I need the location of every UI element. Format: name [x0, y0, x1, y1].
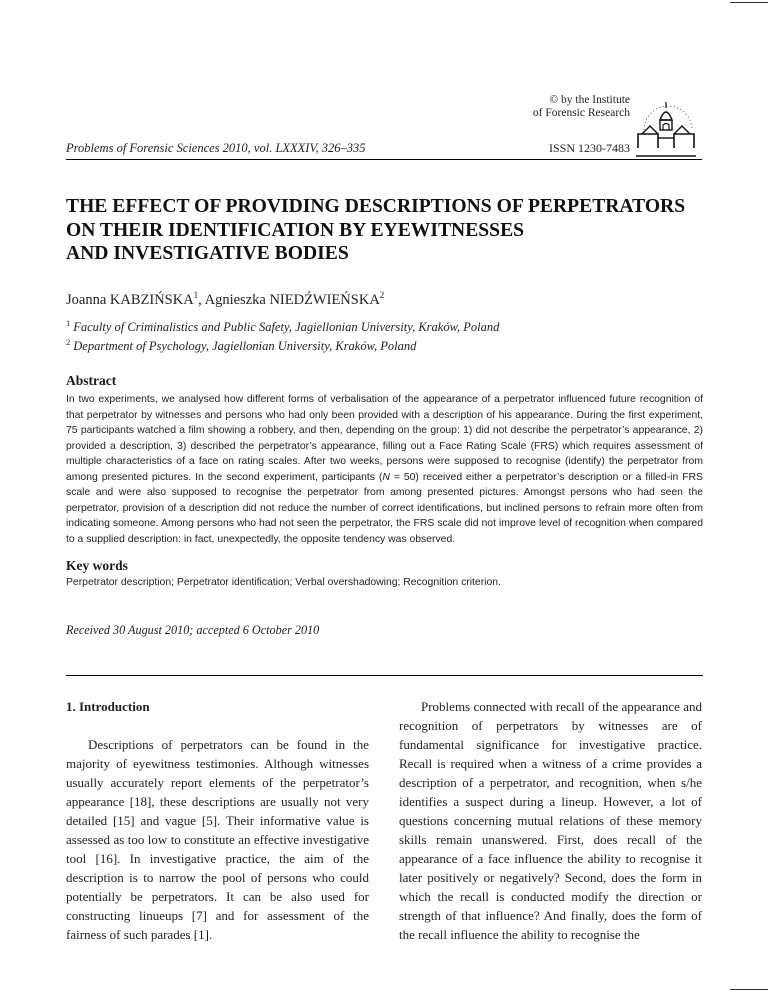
title-line: ON THEIR IDENTIFICATION BY EYEWITNESSES [66, 219, 525, 241]
body-paragraph: Problems connected with recall of the appearance and recognition of perpetrators by witnesses are of fundamental significance for investigative practice. Recall is required when a witness of a crime provides a description of a perpetrator, and recognition, when s/he identifies a suspect during a lineup. However, a lot of questions concerning mutual relations of these memory skills remain unanswered. First, does recall of the appearance of a face influence the ability to recognise it later positively or negatively? Second, does the form in which the recall is conducted modify the direction or strength of that influence? And finally, does the form of the recall influence the ability to recognise the [399, 699, 702, 942]
copyright-notice [533, 94, 630, 120]
abstract-n-symbol: N [382, 471, 390, 483]
author-affiliation-marker: 1 [193, 290, 199, 300]
title-line: AND INVESTIGATIVE BODIES [66, 243, 349, 264]
author-name: Agnieszka NIEDŹWIEŃSKA [204, 291, 380, 308]
author-list [66, 290, 384, 309]
issn-number: ISSN 1230-7483 [548, 141, 630, 155]
crop-mark-bottom [730, 989, 768, 990]
keywords-text: Perpetrator description; Perpetrator identification; Verbal overshadowing; Recognition criterion. [66, 577, 501, 588]
abstract-body [66, 392, 703, 547]
crop-mark-top [730, 2, 768, 3]
affiliations [66, 316, 499, 354]
affiliation-text: Department of Psychology, Jagiellonian University, Kraków, Poland [73, 339, 417, 354]
abstract-text: = 50) received either a perpetrator’s description or a filled-in FRS scale and were also supposed to recognise the perpetrator from among presented pictures. Amongst persons who had seen the perpetrator, provision of a description did not reduce the number of correct identifications, but inclined persons to refrain more often from indicating someone. Among persons who had not seen the perpetrator, the FRS scale did not improve level of recognition when compared to a supplied description: in fact, unexpectedly, the opposite tendency was observed. [66, 471, 703, 545]
author-affiliation-marker: 2 [379, 290, 385, 300]
keywords-heading: Key words [66, 558, 128, 573]
abstract-text: In two experiments, we analysed how different forms of verbalisation of the appearance of a perpetrator influenced future recognition of that perpetrator by witnesses and persons who had only been provided with a description of his appearance. During the first experiment, 75 participants watched a film showing a robbery, and then, depending on the group: 1) did not describe the perpetrator’s appearance, 2) provided a description, 3) described the perpetrator’s appearance, filling out a Face Rating Scale (FRS) which requires assessment of multiple characteristics of a face on rating scales. After two weeks, persons were supposed to recognise (identify) the perpetrator from among presented pictures. In the second experiment, participants ( [66, 394, 703, 483]
affiliation-item [66, 316, 499, 335]
copyright-line-2: of Forensic Research [532, 107, 630, 119]
affiliation-item [66, 335, 499, 354]
paper-title [66, 195, 726, 266]
header-divider [66, 159, 702, 160]
institute-building-logo-icon [630, 90, 702, 158]
abstract-heading: Abstract [66, 373, 117, 388]
left-column [66, 697, 369, 944]
section-divider [66, 675, 703, 676]
right-column [399, 697, 702, 944]
received-dates: Received 30 August 2010; accepted 6 October 2010 [66, 623, 320, 637]
author-separator: , [198, 291, 205, 308]
journal-citation: Problems of Forensic Sciences 2010, vol. LXXXIV, 326–335 [66, 141, 366, 155]
title-line: THE EFFECT OF PROVIDING DESCRIPTIONS OF PERPETRATORS [66, 196, 686, 217]
affiliation-number: 1 [66, 318, 71, 328]
copyright-line-1: © by the Institute [549, 94, 630, 106]
affiliation-number: 2 [66, 337, 71, 348]
body-paragraph: Descriptions of perpetrators can be found in the majority of eyewitness testimonies. Although witnesses usually accurately report elements of the perpetrator’s appearance [18], these descriptions are usually not very detailed [15] and vague [5]. Their informative value is assessed as too low to constitute an effective investigative tool [16]. In investigative practice, the aim of the description is to narrow the pool of persons who could potentially be perpetrators. It can be also used for constructing linueups [7] and for assessment of the fairness of such parades [1]. [66, 737, 369, 942]
author-name: Joanna KABZIŃSKA [66, 291, 194, 308]
affiliation-text: Faculty of Criminalistics and Public Safety, Jagiellonian University, Kraków, Poland [73, 320, 500, 335]
section-heading: 1. Introduction [66, 699, 150, 714]
